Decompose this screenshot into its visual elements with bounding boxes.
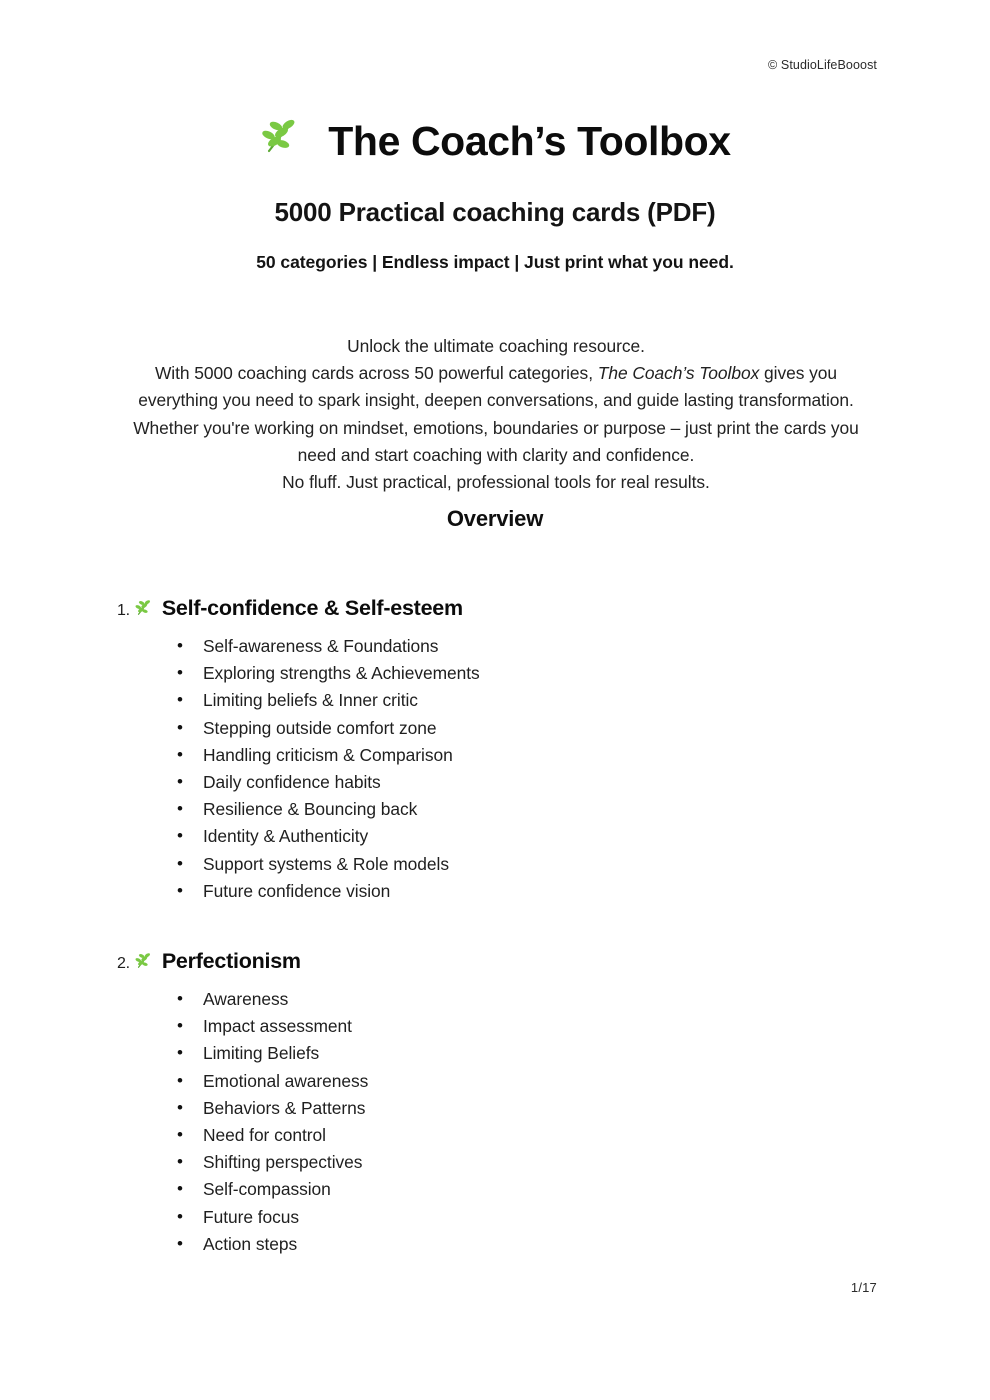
intro-line-1: Unlock the ultimate coaching resource. — [347, 336, 645, 356]
category-number: 1. — [117, 602, 130, 619]
category-section — [0, 592, 990, 905]
herb-leaf-icon — [134, 598, 153, 617]
list-item: • Support systems & Role models — [0, 851, 990, 878]
document-subtitle: 5000 Practical coaching cards (PDF) — [274, 197, 716, 227]
category-title: Self-confidence & Self-esteem — [161, 596, 463, 620]
document-tagline: 50 categories | Endless impact | Just print what you need. — [256, 252, 734, 272]
list-item: • Future focus — [0, 1204, 990, 1231]
list-item: • Handling criticism & Comparison — [0, 742, 990, 769]
category-number: 2. — [117, 955, 130, 973]
page-number: 1/17 — [850, 1280, 877, 1295]
category-title: Perfectionism — [161, 949, 301, 974]
category-sections — [0, 592, 990, 1258]
list-item: • Resilience & Bouncing back — [0, 796, 990, 823]
intro-line-2-after: gives you everything you need to spark insight, deepen conversations, and guide lasting transformation. Whether you're working on mindset, emotions, boundaries or purpose – just print the cards you need and start coaching with clarity and confidence. — [133, 363, 859, 465]
intro-line-2-before: With 5000 coaching cards across 50 powerful categories, — [154, 363, 598, 384]
list-item: • Self-compassion — [0, 1176, 990, 1203]
intro-brand-italic: The Coach’s Toolbox — [597, 363, 760, 384]
list-item: • Exploring strengths & Achievements — [0, 660, 990, 687]
list-item: • Daily confidence habits — [0, 769, 990, 796]
list-item: • Impact assessment — [0, 1013, 990, 1040]
intro-paragraph — [113, 333, 879, 496]
category-item-list — [0, 633, 990, 905]
intro-line-2 — [113, 360, 879, 469]
list-item: • Self-awareness & Foundations — [0, 633, 990, 660]
herb-leaf-icon — [134, 951, 153, 970]
herb-leaf-icon — [259, 115, 301, 157]
list-item: • Emotional awareness — [0, 1068, 990, 1095]
page-title — [0, 110, 990, 172]
list-item: • Action steps — [0, 1231, 990, 1258]
list-item: • Limiting beliefs & Inner critic — [0, 687, 990, 714]
category-section — [0, 945, 990, 1258]
list-item: • Shifting perspectives — [0, 1149, 990, 1176]
list-item: • Behaviors & Patterns — [0, 1095, 990, 1122]
list-item: • Future confidence vision — [0, 878, 990, 905]
list-item: • Identity & Authenticity — [0, 823, 990, 850]
copyright-notice: © StudioLifeBooost — [768, 58, 877, 72]
overview-heading: Overview — [446, 506, 544, 531]
list-item: • Need for control — [0, 1122, 990, 1149]
page-title-text: The Coach’s Toolbox — [328, 118, 731, 164]
list-item: • Stepping outside comfort zone — [0, 715, 990, 742]
category-heading — [0, 592, 990, 627]
intro-line-3: No fluff. Just practical, professional tools for real results. — [282, 472, 710, 493]
list-item: • Awareness — [0, 986, 990, 1013]
category-item-list — [0, 986, 990, 1258]
list-item: • Limiting Beliefs — [0, 1040, 990, 1067]
category-heading — [0, 945, 990, 980]
